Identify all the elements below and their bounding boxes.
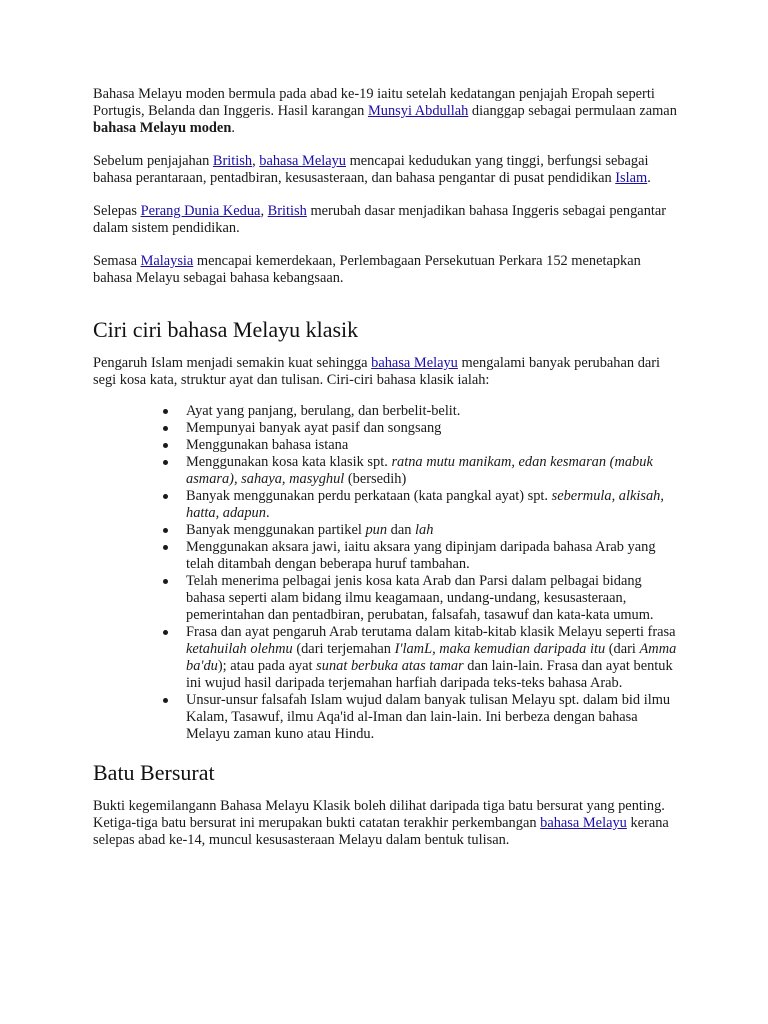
list-item (93, 454, 683, 488)
text: dianggap sebagai permulaan zaman (468, 103, 677, 119)
text: Selepas (93, 203, 141, 219)
link-islam[interactable]: Islam (615, 170, 648, 186)
text: merubah dasar menjadikan bahasa Inggeris sebagai pengantar dalam sistem pendidikan. (93, 203, 667, 236)
italic-text: ketahuilah olehmu (186, 641, 293, 657)
italic-text: I'lamL, maka kemudian daripada itu (394, 641, 606, 657)
text: (dari (605, 641, 640, 657)
features-list (93, 403, 683, 743)
link-bahasa-melayu-3[interactable]: bahasa Melayu (540, 815, 627, 831)
text: Menggunakan aksara jawi, iaitu aksara yang dipinjam daripada bahasa Arab yang telah ditambah dengan beberapa huruf tambahan. (186, 539, 656, 572)
bullet-icon (163, 443, 168, 448)
paragraph-after-war (93, 203, 683, 237)
bullet-icon (163, 409, 168, 414)
text: (bersedih) (344, 471, 407, 487)
list-item (93, 488, 683, 522)
bullet-icon (163, 528, 168, 533)
text: mengalami banyak perubahan dari segi kosa kata, struktur ayat dan tulisan. Ciri-ciri bahasa klasik ialah: (93, 355, 661, 388)
text: (dari terjemahan (292, 641, 395, 657)
bullet-icon (163, 698, 168, 703)
text: Banyak menggunakan perdu perkataan (kata pangkal ayat) spt. (186, 488, 552, 504)
italic-text: ratna mutu manikam, edan kesmaran (mabuk asmara), sahaya, masyghul (186, 454, 653, 487)
text: Semasa (93, 253, 141, 269)
text: Bahasa Melayu moden bermula pada abad ke-19 iaitu setelah kedatangan penjajah Eropah seperti Portugis, Belanda dan Inggeris. Hasil karangan (93, 86, 655, 119)
link-british-2[interactable]: British (267, 203, 307, 219)
italic-text: lah (415, 522, 434, 538)
bullet-icon (163, 460, 168, 465)
text: Ayat yang panjang, berulang, dan berbelit-belit. (186, 403, 461, 419)
text: Menggunakan bahasa istana (186, 437, 349, 453)
text: Bukti kegemilangann Bahasa Melayu Klasik boleh dilihat daripada tiga batu bersurat yang penting. Ketiga-tiga batu bersurat ini merupakan bukti catatan terakhir perkembangan (93, 798, 665, 831)
bullet-icon (163, 545, 168, 550)
paragraph-islam-influence (93, 355, 683, 389)
text: kerana selepas abad ke-14, muncul kesusasteraan Melayu dalam bentuk tulisan. (93, 815, 669, 848)
text: Banyak menggunakan partikel (186, 522, 366, 538)
list-item (93, 420, 683, 437)
italic-text: sunat berbuka atas tamar (316, 658, 464, 674)
list-item (93, 692, 683, 743)
list-item (93, 539, 683, 573)
text: Sebelum penjajahan (93, 153, 213, 169)
bold-text: bahasa Melayu moden (93, 120, 232, 136)
text: Telah menerima pelbagai jenis kosa kata Arab dan Parsi dalam pelbagai bidang bahasa seperti alam bidang ilmu keagamaan, undang-undang, kesusasteraan, pemerintahan dan pentadbiran, perubatan, falsafah, tasawuf dan kata-kata umum. (186, 573, 654, 623)
heading-batu-bersurat: Batu Bersurat (93, 760, 215, 785)
link-malaysia[interactable]: Malaysia (140, 253, 194, 269)
text: , (252, 153, 260, 169)
text: Unsur-unsur falsafah Islam wujud dalam banyak tulisan Melayu spt. dalam bid ilmu Kalam, Tasawuf, ilmu Aqa'id al-Iman dan lain-lain. Ini berbeza dengan bahasa Melayu zaman kuno atau Hindu. (186, 692, 671, 742)
bullet-icon (163, 426, 168, 431)
text: . (265, 505, 270, 521)
italic-text: Amma ba'du (186, 641, 677, 674)
heading-ciri-ciri: Ciri ciri bahasa Melayu klasik (93, 317, 359, 342)
text: . (647, 170, 651, 186)
link-british[interactable]: British (212, 153, 253, 169)
italic-text: sebermula, alkisah, hatta, adapun (186, 488, 664, 521)
list-item (93, 437, 683, 454)
text: ); atau pada ayat (217, 658, 317, 674)
text: Menggunakan kosa kata klasik spt. (186, 454, 392, 470)
paragraph-modern-malay (93, 86, 683, 137)
text: , (260, 203, 268, 219)
text: dan lain-lain. Frasa dan ayat bentuk ini wujud hasil daripada terjemahan harfiah daripada teks-teks bahasa Arab. (186, 658, 673, 691)
italic-text: pun (365, 522, 388, 538)
link-bahasa-melayu-2[interactable]: bahasa Melayu (371, 355, 458, 371)
list-item (93, 403, 683, 420)
bullet-icon (163, 494, 168, 499)
bullet-icon (163, 630, 168, 635)
paragraph-batu-bersurat (93, 798, 683, 849)
link-munsyi-abdullah[interactable]: Munsyi Abdullah (367, 103, 469, 119)
list-item (93, 522, 683, 539)
text: dan (387, 522, 416, 538)
list-item (93, 624, 683, 692)
text: mencapai kedudukan yang tinggi, berfungsi sebagai bahasa perantaraan, pentadbiran, kesusasteraan, dan bahasa pengantar di pusat pendidikan (93, 153, 649, 186)
paragraph-before-colonial (93, 153, 683, 187)
paragraph-independence (93, 253, 683, 287)
text: mencapai kemerdekaan, Perlembagaan Persekutuan Perkara 152 menetapkan bahasa Melayu sebagai bahasa kebangsaan. (93, 253, 641, 286)
link-bahasa-melayu[interactable]: bahasa Melayu (259, 153, 346, 169)
text: . (231, 120, 235, 136)
text: Frasa dan ayat pengaruh Arab terutama dalam kitab-kitab klasik Melayu seperti frasa (186, 624, 676, 640)
document-page (93, 86, 683, 849)
bullet-icon (163, 579, 168, 584)
text: Pengaruh Islam menjadi semakin kuat sehingga (93, 355, 372, 371)
list-item (93, 573, 683, 624)
link-perang-dunia-kedua[interactable]: Perang Dunia Kedua (140, 203, 261, 219)
text: Mempunyai banyak ayat pasif dan songsang (186, 420, 442, 436)
